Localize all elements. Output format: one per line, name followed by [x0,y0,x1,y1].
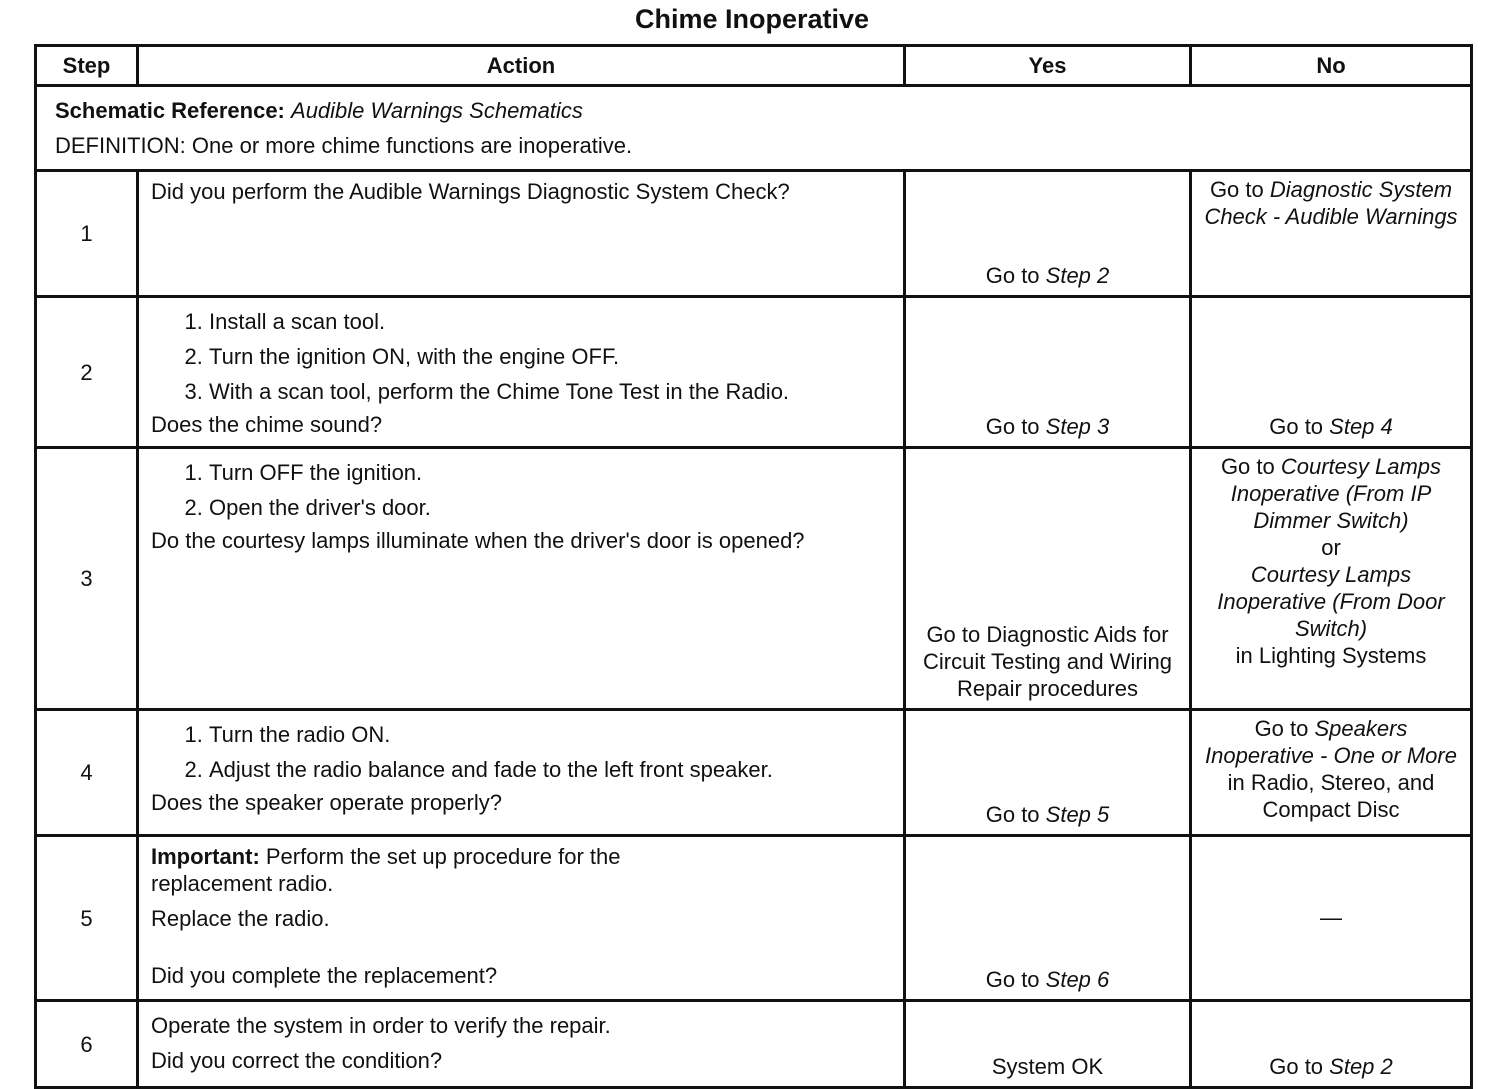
header-row [36,46,1472,86]
action-cell [138,1001,905,1088]
definition-text: DEFINITION: One or more chime functions are inoperative. [55,133,633,158]
instruction-list [151,304,893,409]
yes-prefix: Go to [985,414,1046,439]
step-number: 6 [36,1001,138,1088]
step-number: 3 [36,448,138,710]
no-cell [1191,1001,1472,1088]
schematic-reference-label: Schematic Reference: [55,98,285,123]
no-link-dimmer[interactable]: Courtesy Lamps Inoperative (From IP Dimmer Switch) [1230,454,1442,533]
yes-link[interactable]: Step 2 [1045,263,1110,288]
reference-cell [36,86,1472,171]
table-row [36,297,1472,448]
instruction-list [151,717,893,787]
question-text: Does the speaker operate properly? [151,790,502,815]
no-cell: — [1191,836,1472,1001]
list-item: 2. Open the driver's door. [209,490,893,525]
question-text: Do the courtesy lamps illuminate when the driver's door is opened? [151,528,805,553]
yes-link[interactable]: Step 5 [1045,802,1110,827]
no-cell [1191,171,1472,297]
list-item: 1. Turn the radio ON. [209,717,893,752]
no-cell [1191,448,1472,710]
yes-prefix: Go to [985,263,1046,288]
step-number: 1 [36,171,138,297]
no-prefix: Go to [1220,454,1281,479]
important-label: Important: [151,844,260,869]
action-cell [138,710,905,836]
action-cell [138,836,905,1001]
yes-link[interactable]: Step 6 [1045,967,1110,992]
header-yes: Yes [905,46,1191,86]
no-suffix: in Radio, Stereo, and Compact Disc [1227,770,1435,822]
important-text: Perform the set up procedure for the replacement radio. [151,844,621,896]
instruction-list [151,455,893,525]
list-item: 2. Turn the ignition ON, with the engine OFF. [209,339,893,374]
list-item: 2. Adjust the radio balance and fade to the left front speaker. [209,752,893,787]
no-cell [1191,710,1472,836]
no-prefix: Go to [1269,1054,1330,1079]
list-item: 3. With a scan tool, perform the Chime Tone Test in the Radio. [209,374,893,409]
yes-link[interactable]: Step 3 [1045,414,1110,439]
no-link[interactable]: Step 2 [1329,1054,1393,1079]
action-cell [138,448,905,710]
no-or: or [1321,535,1341,560]
no-suffix: in Lighting Systems [1235,643,1427,668]
list-item: 1. Install a scan tool. [209,304,893,339]
step-number: 5 [36,836,138,1001]
table-row [36,710,1472,836]
table-row [36,171,1472,297]
question-text: Did you complete the replacement? [151,963,498,988]
yes-cell [905,448,1191,710]
no-link[interactable]: Step 4 [1329,414,1393,439]
step-number: 2 [36,297,138,448]
yes-cell [905,710,1191,836]
yes-prefix: Go to [985,802,1046,827]
no-link-door[interactable]: Courtesy Lamps Inoperative (From Door Switch) [1217,562,1445,641]
list-item: 1. Turn OFF the ignition. [209,455,893,490]
yes-text[interactable]: System OK [991,1054,1104,1079]
instruction-text: Operate the system in order to verify the repair. [151,1013,611,1038]
action-cell [138,171,905,297]
yes-cell [905,171,1191,297]
action-cell [138,297,905,448]
yes-prefix: Go to [985,967,1046,992]
diagnostic-table [34,44,1473,1089]
step-number: 4 [36,710,138,836]
no-link[interactable]: Speakers Inoperative - One or More [1205,716,1457,768]
no-prefix: Go to [1254,716,1315,741]
table-row [36,448,1472,710]
question-text: Did you perform the Audible Warnings Diagnostic System Check? [151,179,790,204]
no-prefix: Go to [1269,414,1330,439]
question-text: Does the chime sound? [151,412,383,437]
no-link[interactable]: Diagnostic System Check - Audible Warnings [1204,177,1458,229]
yes-cell [905,1001,1191,1088]
no-prefix: Go to [1209,177,1270,202]
page-title: Chime Inoperative [634,4,870,34]
yes-cell [905,836,1191,1001]
header-step: Step [36,46,138,86]
reference-row [36,86,1472,171]
yes-text[interactable]: Go to Diagnostic Aids for Circuit Testing and Wiring Repair procedures [922,622,1173,701]
question-text: Did you correct the condition? [151,1048,443,1073]
no-cell [1191,297,1472,448]
header-no: No [1191,46,1472,86]
table-row [36,836,1472,1001]
header-action: Action [138,46,905,86]
yes-cell [905,297,1191,448]
schematic-reference-link[interactable]: Audible Warnings Schematics [291,98,583,123]
table-row [36,1001,1472,1088]
important-note [151,843,711,897]
instruction-text: Replace the radio. [151,906,330,931]
